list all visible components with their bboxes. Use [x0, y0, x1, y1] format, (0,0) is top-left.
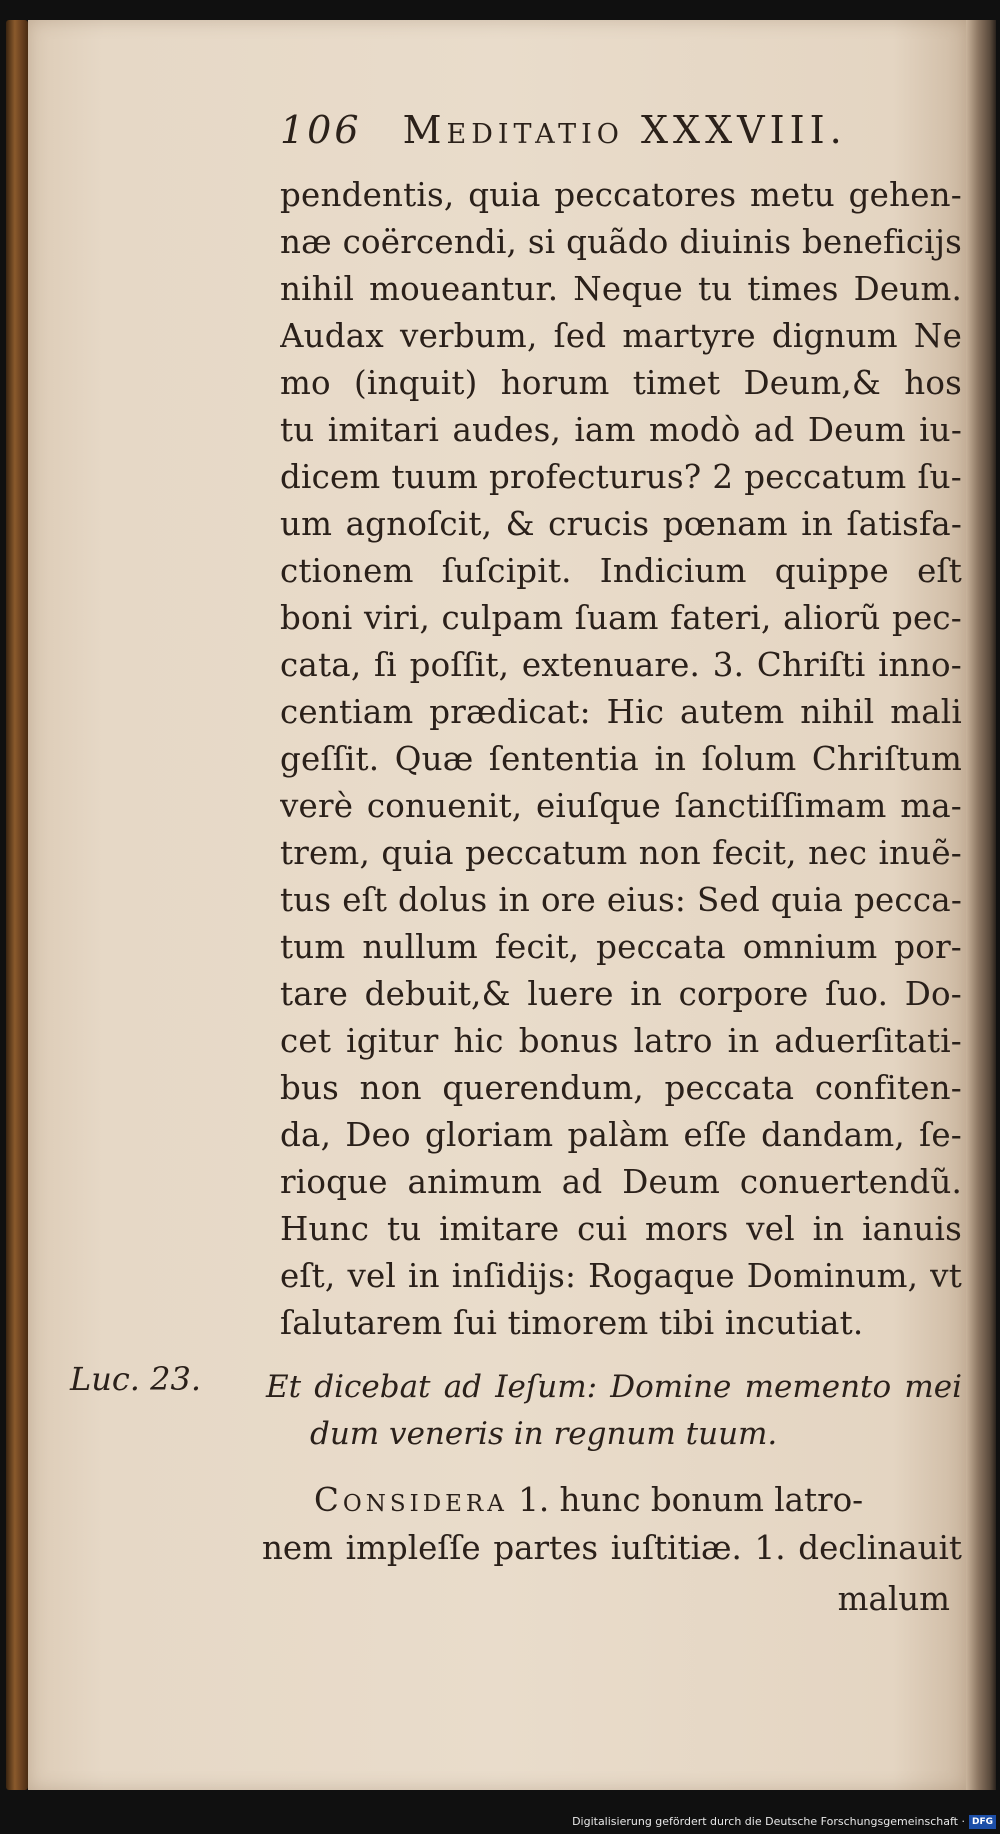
running-head — [280, 108, 920, 164]
digitization-credit — [420, 1812, 996, 1832]
text-line: da, Deo gloriam palàm eſſe dandam, ſe- — [280, 1116, 962, 1154]
text-line: um agnoſcit, & crucis pœnam in ſatisfa- — [280, 505, 962, 543]
text-line: næ coërcendi, si quãdo diuinis beneficijs — [280, 223, 962, 261]
catchword: malum — [837, 1580, 950, 1618]
text-line: pendentis, quia peccatores metu gehen- — [280, 176, 962, 214]
consider-line — [262, 1476, 962, 1524]
margin-note: Luc. 23. — [70, 1360, 202, 1398]
credit-text: Digitalisierung gefördert durch die Deutsche Forschungsgemeinschaft · — [572, 1815, 965, 1828]
text-line: Audax verbum, ſed martyre dignum Ne — [280, 317, 962, 355]
page-edge — [966, 20, 996, 1790]
text-line: centiam prædicat: Hic autem nihil mali — [280, 693, 962, 731]
verse-line: dum veneris in regnum tuum. — [310, 1416, 778, 1452]
consider-line-rest: 1. hunc bonum latro- — [507, 1481, 864, 1519]
text-line: dicem tuum profecturus? 2 peccatum ſu- — [280, 458, 962, 496]
text-line: verè conuenit, eiuſque ſanctiſſimam ma- — [280, 787, 962, 825]
consider-line: nem impleſſe partes iuſtitiæ. 1. declinauit — [262, 1529, 962, 1567]
page-number: 106 — [280, 108, 362, 152]
text-line: ctionem ſuſcipit. Indicium quippe eſt — [280, 552, 962, 590]
text-line: tus eſt dolus in ore eius: Sed quia pecca- — [280, 881, 962, 919]
dfg-logo: DFG — [969, 1815, 996, 1829]
main-text-block — [280, 172, 962, 1342]
text-line: nihil moueantur. Neque tu times Deum. — [280, 270, 962, 308]
running-title: Meditatio XXXVIII. — [402, 108, 847, 152]
text-line: cata, ſi poſſit, extenuare. 3. Chriſti inno- — [280, 646, 962, 684]
verse-line: Et dicebat ad Ieſum: Domine memento mei — [266, 1369, 962, 1405]
consider-lead-word: Considera — [314, 1481, 508, 1519]
text-line: boni viri, culpam ſuam fateri, aliorũ pec- — [280, 599, 962, 637]
text-line: mo (inquit) horum timet Deum,& hos — [280, 364, 962, 402]
text-line: trem, quia peccatum non fecit, nec inuẽ- — [280, 834, 962, 872]
scripture-verse — [266, 1364, 962, 1460]
text-line: tum nullum fecit, peccata omnium por- — [280, 928, 962, 966]
text-line: eſt, vel in inſidijs: Rogaque Dominum, vt — [280, 1257, 962, 1295]
text-line: bus non querendum, peccata confiten- — [280, 1069, 962, 1107]
text-line: ſalutarem ſui timorem tibi incutiat. — [280, 1304, 864, 1342]
text-line: Hunc tu imitare cui mors vel in ianuis — [280, 1210, 962, 1248]
text-line: cet igitur hic bonus latro in aduerſitati- — [280, 1022, 962, 1060]
text-line: tare debuit,& luere in corpore ſuo. Do- — [280, 975, 962, 1013]
text-line: rioque animum ad Deum conuertendũ. — [280, 1163, 962, 1201]
book-spine — [6, 20, 28, 1790]
text-line: tu imitari audes, iam modò ad Deum iu- — [280, 411, 962, 449]
text-line: geſſit. Quæ ſententia in ſolum Chriſtum — [280, 740, 962, 778]
